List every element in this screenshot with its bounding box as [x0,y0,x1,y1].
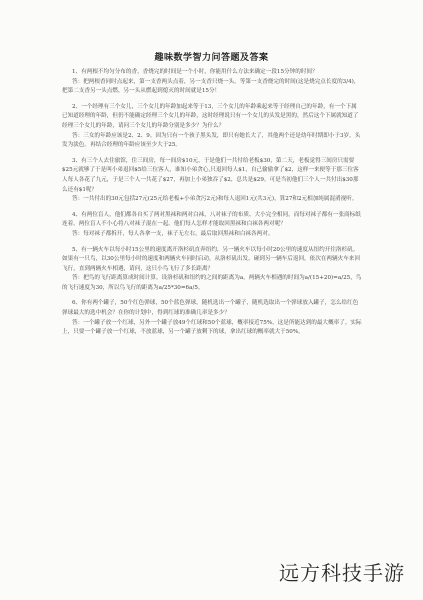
question-text: 6、你有两个罐子，50个红色弹球，50个蓝色弹球，随机选出一个罐子，随机选取出一个弹球放入罐子，怎么给红色弹球最大的选中机会？在你的计划中，得到红球的准确几率是多少？ [62,300,359,317]
answer-text: 答：三女的年龄应该是2、2、9。因为只有一个孩子黑头发，即只有她长大了，其他两个还是幼年时期即小于3岁，头发为淡色。再结合经理的年龄应该至少大于25。 [62,132,361,149]
answer-text: 答：一个罐子放一个红球，另外一个罐子放49个红球和50个蓝球，概率接近75%，这是所能达到的最大概率了。实际上，只要一个罐子放一个红球，不放蓝球，另一个罐子放剩下的球，拿出红球的概率就大于50%。 [62,319,362,336]
document-body [62,68,362,344]
question-text: 3、有三个人去住旅馆，住三间房，每一间房$10元，于是他们一共付给老板$30，第二天，老板觉得三间房只需要$25元就够了于是叫小弟退回$5给三位客人，谁知小弟贪心,只退回每人$1，自己偷偷拿了$2，这样一来便等于那三位客人每人各花了九元，于是三个人一共花了$27，再加上小弟独吞了$2，总共是$29。可是当初他们三个人一共付出$30那么还有$1呢？ [62,157,359,193]
problem-5 [62,246,362,294]
problem-6 [62,299,362,337]
answer-text: 答：把鸟的飞行距离算成时间计算。设洛杉矶和纽约的之间的距离为a，两辆火车相遇的时间为a/(15+20)=a/25，鸟的飞行速度为30，所以鸟飞行的距离为a/25*30=6a/5。 [62,275,362,291]
question-text: 2、一个经理有三个女儿，三个女儿的年龄加起来等于13，三个女儿的年龄乘起来等于经理自己的年龄，有一个下属已知道经理的年龄，但仍不能确定经理三个女儿的年龄，这时经理说只有一个女儿的头发是黑的，然后这个下属就知道了经理三个女儿的年龄，请问三个女儿的年龄分别是多少？为什么？ [62,103,359,129]
question-text: 5、有一辆火车以每小时15公里的速度离开洛杉矶直奔纽约，另一辆火车以每小时20公里的速度从纽约开往洛杉矶。如果有一只鸟，以30公里每小时的速度和两辆火车同时启动，从洛杉矶出发，碰到另一辆车后返回，依次在两辆火车来回飞行，直到两辆火车相遇，请问，这只小鸟飞行了多长距离？ [62,246,360,272]
problem-1 [62,68,362,97]
problem-3 [62,157,362,205]
answer-text: 答：一共付出的30元包括27元(25元给老板+小弟贪污2元)和每人退回1元(共3元)，算27和2元相加纯属混淆视听。 [72,196,358,203]
watermark-text: 远方科技手游 [279,561,405,585]
problem-2 [62,103,362,151]
question-text: 1、有两根不均匀分布的香，香烧完的时间是一个小时，你能用什么方法来确定一段15分钟的时间？ [72,69,318,75]
question-text: 4、有两位盲人，他们都各自买了两对黑袜和两对白袜，八对袜子的布质、大小完全相同，而每对袜子都有一张商标纸连着。两位盲人不小心将八对袜子混在一起。他们每人怎样才能取回黑袜和白袜各两对呢？ [62,211,361,228]
answer-text: 答：每对袜子都拆开，每人各拿一支，袜子无左右，最后取回黑袜和白袜各两对。 [72,230,274,237]
answer-text: 答：把两根香同时点起来，第一支香两头点着，另一支香只烧一头。等第一支香烧完的时间(这是烧完点长度的3/4)，把第二支香另一头点燃，另一头从燃起到熄灭的时间就是15分！ [62,78,360,95]
problem-4 [62,211,362,240]
document-title: 趣味数学智力问答题及答案 [154,53,269,63]
